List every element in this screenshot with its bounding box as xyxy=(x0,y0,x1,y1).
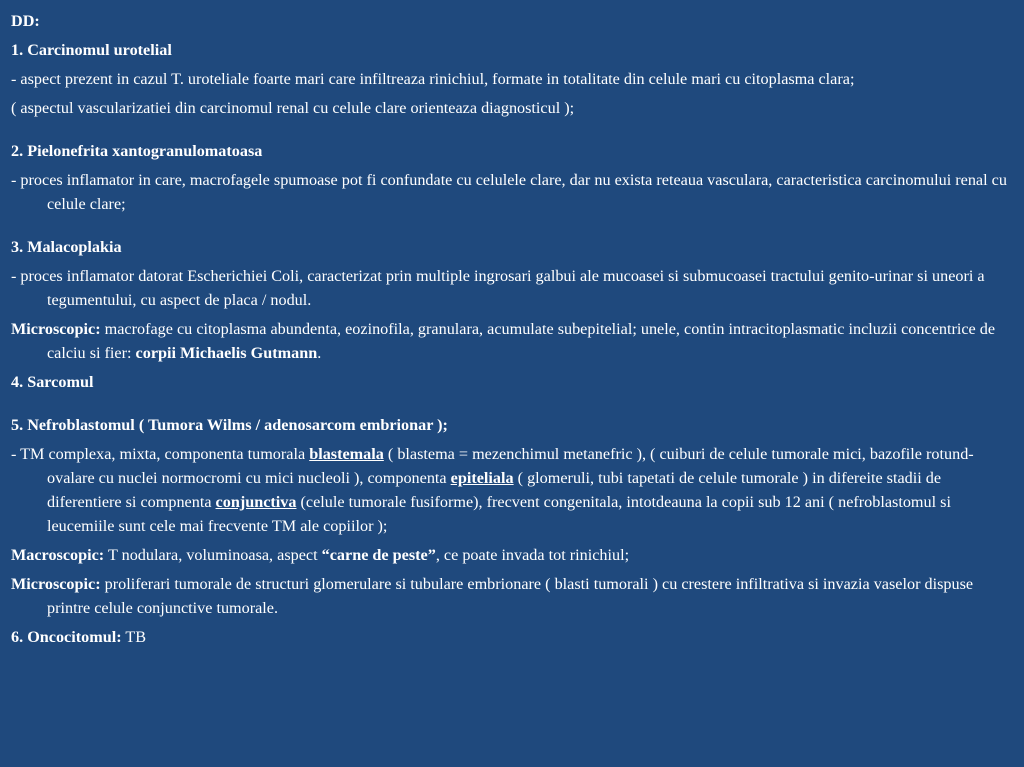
michaelis-gutmann-term: corpii Michaelis Gutmann xyxy=(135,344,318,362)
paragraph-malacoplakia: - proces inflamator datorat Escherichiei Coli, caracterizat prin multiple ingrosari galbui ale mucoasei si submucoasei tractului genito-urinar si uneori a tegumentului, cu aspect de placa / nodul. xyxy=(11,267,985,309)
heading-pielonefrita: 2. Pielonefrita xantogranulomatoasa xyxy=(11,142,263,160)
paragraph-malacoplakia-microscopic xyxy=(11,317,1008,365)
paragraph-carcinom-vascularizatie: ( aspectul vascularizatiei din carcinomul renal cu celule clare orienteaza diagnosticul ); xyxy=(11,99,575,117)
heading-malacoplakia: 3. Malacoplakia xyxy=(11,238,122,256)
term-epiteliala: epiteliala xyxy=(450,469,514,487)
heading-nefroblastomul: 5. Nefroblastomul ( Tumora Wilms / adenosarcom embrionar ); xyxy=(11,416,448,434)
paragraph-pielonefrita: - proces inflamator in care, macrofagele spumoase pot fi confundate cu celulele clare, dar nu exista reteaua vasculara, caracteristica carcinomului renal cu celule clare; xyxy=(11,171,1007,213)
term-conjunctiva: conjunctiva xyxy=(215,493,297,511)
nefro-text-d: (celule tumorale fusiforme), frecvent congenitala, intotdeauna la copii sub 12 ani ( nefroblastomul si leucemiile sunt cele mai frecvente TM ale copiilor ); xyxy=(47,493,951,535)
microscopic-label: Microscopic: xyxy=(11,320,101,338)
microscopic-text: proliferari tumorale de structuri glomerulare si tubulare embrionare ( blasti tumorali ) cu crestere infiltrativa si invazia vaselor dispuse printre celule conjunctive tumorale. xyxy=(47,575,974,617)
spacer xyxy=(11,221,1008,235)
microscopic-text: macrofage cu citoplasma abundenta, eozinofila, granulara, acumulate subepitelial; unele, contin intracitoplasmatic incluzii concentrice de calciu si fier: xyxy=(47,320,996,362)
carne-de-peste-term: “carne de peste” xyxy=(321,546,436,564)
heading-carcinom-urotelial: 1. Carcinomul urotelial xyxy=(11,41,172,59)
paragraph-nefroblastomul xyxy=(11,442,1008,538)
spacer xyxy=(11,399,1008,413)
microscopic-label: Microscopic: xyxy=(11,575,101,593)
nefro-text-b: ( blastema = mezenchimul metanefric ), ( cuiburi de celule tumorale mici, bazofile rotund-ovalare cu nuclei normocromi cu mici nucleoli ), componenta xyxy=(47,445,974,487)
macroscopic-label: Macroscopic: xyxy=(11,546,105,564)
macroscopic-text: T nodulara, voluminoasa, aspect xyxy=(104,546,322,564)
nefro-text-a: - TM complexa, mixta, componenta tumorala xyxy=(11,445,310,463)
paragraph-nefroblastomul-microscopic xyxy=(11,572,1008,620)
paragraph-carcinom-aspect: - aspect prezent in cazul T. uroteliale foarte mari care infiltreaza rinichiul, formate in totalitate din celule mari cu citoplasma clara; xyxy=(11,70,855,88)
macroscopic-end: , ce poate invada tot rinichiul; xyxy=(435,546,630,564)
oncocitomul-text: TB xyxy=(121,628,147,646)
spacer xyxy=(11,125,1008,139)
heading-sarcomul: 4. Sarcomul xyxy=(11,373,94,391)
paragraph-nefroblastomul-macroscopic xyxy=(11,543,1008,567)
heading-oncocitomul: 6. Oncocitomul: xyxy=(11,628,122,646)
dd-label: DD: xyxy=(11,12,40,30)
term-blastemala: blastemala xyxy=(309,445,384,463)
paragraph-oncocitomul xyxy=(11,625,1008,649)
nefro-text-c: ( glomeruli, tubi tapetati de celule tumorale ) in difereite stadii de diferentiere si compnenta xyxy=(47,469,942,511)
microscopic-end: . xyxy=(317,344,322,362)
